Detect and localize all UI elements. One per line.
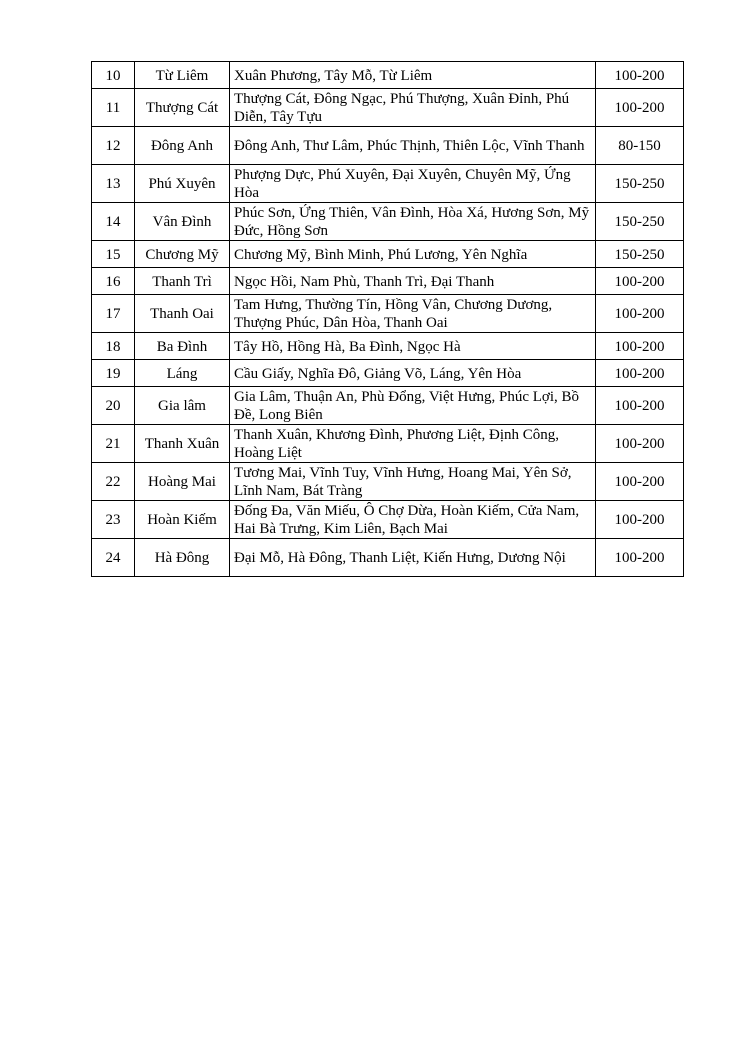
region-name-cell: Láng [135,360,230,387]
region-name-cell: Phú Xuyên [135,165,230,203]
row-number-cell: 14 [92,203,135,241]
range-cell: 150-250 [596,165,684,203]
row-number-cell: 24 [92,539,135,577]
range-cell: 100-200 [596,268,684,295]
row-number-cell: 15 [92,241,135,268]
table-row [92,203,684,241]
areas-cell: Ngọc Hồi, Nam Phù, Thanh Trì, Đại Thanh [230,268,596,295]
table-row [92,268,684,295]
areas-cell: Tam Hưng, Thường Tín, Hồng Vân, Chương Dương, Thượng Phúc, Dân Hòa, Thanh Oai [230,295,596,333]
region-name-cell: Thanh Trì [135,268,230,295]
row-number-cell: 10 [92,62,135,89]
row-number-cell: 11 [92,89,135,127]
region-name-cell: Thanh Oai [135,295,230,333]
region-name-cell: Hà Đông [135,539,230,577]
areas-cell: Xuân Phương, Tây Mỗ, Từ Liêm [230,62,596,89]
range-cell: 150-250 [596,241,684,268]
table-row [92,463,684,501]
row-number-cell: 21 [92,425,135,463]
areas-cell: Đại Mỗ, Hà Đông, Thanh Liệt, Kiến Hưng, Dương Nội [230,539,596,577]
region-name-cell: Hoàng Mai [135,463,230,501]
row-number-cell: 20 [92,387,135,425]
areas-cell: Chương Mỹ, Bình Minh, Phú Lương, Yên Nghĩa [230,241,596,268]
region-name-cell: Chương Mỹ [135,241,230,268]
areas-cell: Tương Mai, Vĩnh Tuy, Vĩnh Hưng, Hoang Mai, Yên Sở, Lĩnh Nam, Bát Tràng [230,463,596,501]
region-name-cell: Hoàn Kiếm [135,501,230,539]
table-row [92,295,684,333]
range-cell: 80-150 [596,127,684,165]
range-cell: 100-200 [596,387,684,425]
areas-cell: Thượng Cát, Đông Ngạc, Phú Thượng, Xuân Đỉnh, Phú Diễn, Tây Tựu [230,89,596,127]
region-name-cell: Ba Đình [135,333,230,360]
region-name-cell: Vân Đình [135,203,230,241]
row-number-cell: 12 [92,127,135,165]
regions-table [91,61,684,577]
table-row [92,241,684,268]
region-name-cell: Thượng Cát [135,89,230,127]
region-name-cell: Gia lâm [135,387,230,425]
range-cell: 100-200 [596,333,684,360]
areas-cell: Gia Lâm, Thuận An, Phù Đổng, Việt Hưng, Phúc Lợi, Bồ Đề, Long Biên [230,387,596,425]
table-row [92,360,684,387]
areas-cell: Phượng Dực, Phú Xuyên, Đại Xuyên, Chuyên Mỹ, Ứng Hòa [230,165,596,203]
table-row [92,333,684,360]
range-cell: 100-200 [596,62,684,89]
table-row [92,539,684,577]
areas-cell: Cầu Giấy, Nghĩa Đô, Giảng Võ, Láng, Yên Hòa [230,360,596,387]
table-row [92,89,684,127]
table-row [92,62,684,89]
row-number-cell: 18 [92,333,135,360]
table-row [92,165,684,203]
row-number-cell: 13 [92,165,135,203]
table-row [92,501,684,539]
table-row [92,387,684,425]
range-cell: 100-200 [596,539,684,577]
region-name-cell: Từ Liêm [135,62,230,89]
table-row [92,127,684,165]
range-cell: 100-200 [596,295,684,333]
table-body [92,62,684,577]
areas-cell: Đông Anh, Thư Lâm, Phúc Thịnh, Thiên Lộc, Vĩnh Thanh [230,127,596,165]
range-cell: 100-200 [596,463,684,501]
range-cell: 100-200 [596,89,684,127]
range-cell: 100-200 [596,425,684,463]
areas-cell: Tây Hồ, Hồng Hà, Ba Đình, Ngọc Hà [230,333,596,360]
range-cell: 150-250 [596,203,684,241]
areas-cell: Phúc Sơn, Ứng Thiên, Vân Đình, Hòa Xá, Hương Sơn, Mỹ Đức, Hồng Sơn [230,203,596,241]
row-number-cell: 17 [92,295,135,333]
row-number-cell: 19 [92,360,135,387]
range-cell: 100-200 [596,360,684,387]
areas-cell: Thanh Xuân, Khương Đình, Phương Liệt, Định Công, Hoàng Liệt [230,425,596,463]
region-name-cell: Đông Anh [135,127,230,165]
row-number-cell: 22 [92,463,135,501]
table-row [92,425,684,463]
row-number-cell: 16 [92,268,135,295]
row-number-cell: 23 [92,501,135,539]
areas-cell: Đống Đa, Văn Miếu, Ô Chợ Dừa, Hoàn Kiếm, Cửa Nam, Hai Bà Trưng, Kim Liên, Bạch Mai [230,501,596,539]
region-name-cell: Thanh Xuân [135,425,230,463]
range-cell: 100-200 [596,501,684,539]
